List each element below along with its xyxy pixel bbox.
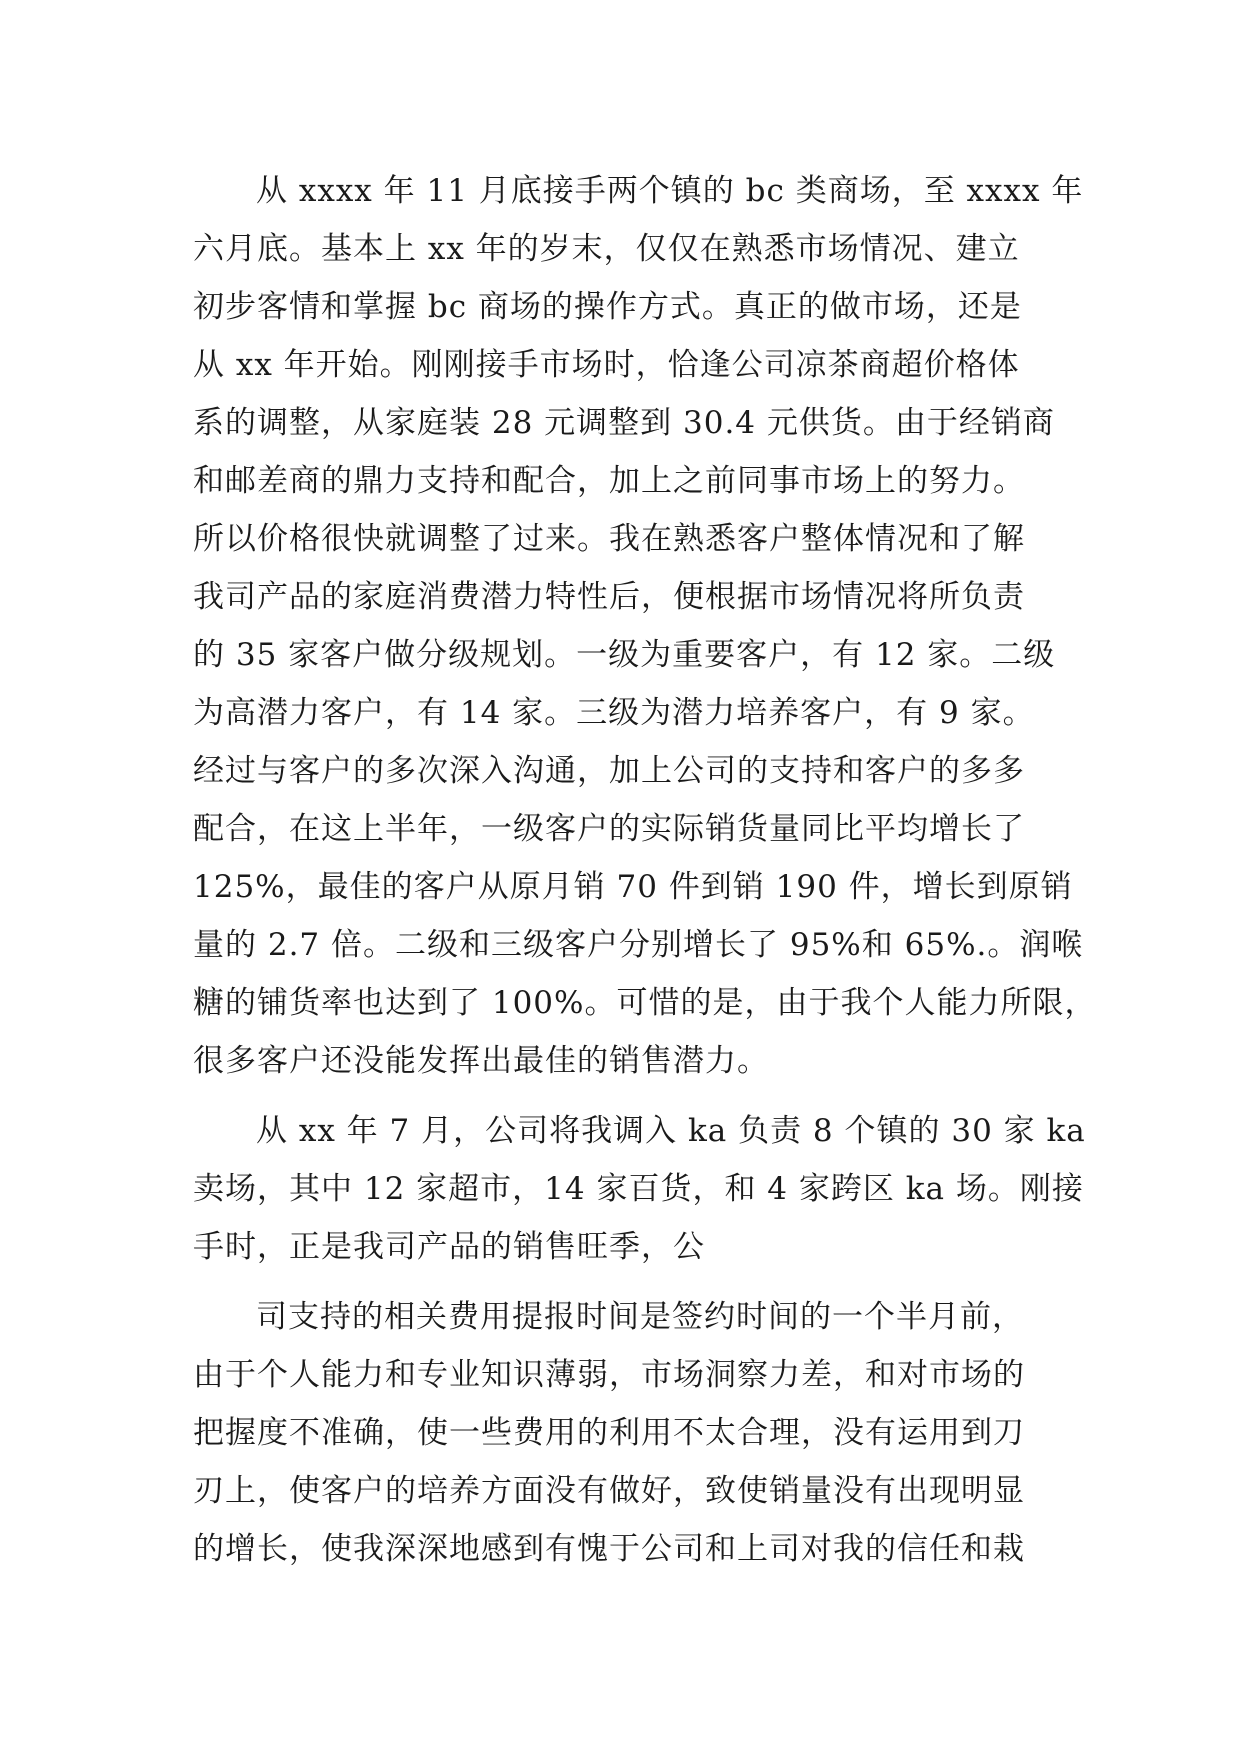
text-line: 初步客情和掌握 bc 商场的操作方式。真正的做市场，还是	[193, 289, 1022, 325]
text-line: 系的调整，从家庭装 28 元调整到 30.4 元供货。由于经销商	[193, 405, 1055, 441]
text-line: 六月底。基本上 xx 年的岁末，仅仅在熟悉市场情况、建立	[193, 231, 1020, 267]
text-line: 从 xx 年开始。刚刚接手市场时，恰逢公司凉茶商超价格体	[193, 347, 1020, 383]
text-line: 卖场，其中 12 家超市，14 家百货，和 4 家跨区 ka 场。刚接	[193, 1171, 1084, 1207]
text-line: 所以价格很快就调整了过来。我在熟悉客户整体情况和了解	[193, 521, 1025, 557]
text-line: 量的 2.7 倍。二级和三级客户分别增长了 95%和 65%.。润喉	[193, 927, 1084, 963]
text-line: 刃上，使客户的培养方面没有做好，致使销量没有出现明显	[193, 1473, 1025, 1509]
text-line: 的 35 家客户做分级规划。一级为重要客户，有 12 家。二级	[193, 637, 1056, 673]
text-line: 从 xxxx 年 11 月底接手两个镇的 bc 类商场，至 xxxx 年	[256, 173, 1084, 209]
document-body	[193, 162, 1097, 1578]
text-line: 我司产品的家庭消费潜力特性后，便根据市场情况将所负责	[193, 579, 1025, 615]
text-line: 为高潜力客户，有 14 家。三级为潜力培养客户，有 9 家。	[193, 695, 1035, 731]
text-line: 125%，最佳的客户从原月销 70 件到销 190 件，增长到原销	[193, 869, 1073, 905]
text-line: 和邮差商的鼎力支持和配合，加上之前同事市场上的努力。	[193, 463, 1025, 499]
text-line: 经过与客户的多次深入沟通，加上公司的支持和客户的多多	[193, 753, 1025, 789]
paragraph-2	[193, 1102, 1086, 1276]
text-line: 把握度不准确，使一些费用的利用不太合理，没有运用到刀	[193, 1415, 1025, 1451]
text-line: 手时，正是我司产品的销售旺季，公	[193, 1229, 705, 1265]
text-line: 配合，在这上半年，一级客户的实际销货量同比平均增长了	[193, 811, 1025, 847]
text-line: 很多客户还没能发挥出最佳的销售潜力。	[193, 1043, 769, 1079]
paragraph-3	[193, 1288, 1053, 1578]
text-line: 糖的铺货率也达到了 100%。可惜的是，由于我个人能力所限，	[193, 985, 1097, 1021]
paragraph-1	[193, 162, 1097, 1090]
text-line: 的增长，使我深深地感到有愧于公司和上司对我的信任和栽	[193, 1531, 1025, 1567]
text-line: 由于个人能力和专业知识薄弱，市场洞察力差，和对市场的	[193, 1357, 1025, 1393]
text-line: 从 xx 年 7 月，公司将我调入 ka 负责 8 个镇的 30 家 ka	[256, 1113, 1086, 1149]
text-line: 司支持的相关费用提报时间是签约时间的一个半月前，	[256, 1299, 1024, 1335]
